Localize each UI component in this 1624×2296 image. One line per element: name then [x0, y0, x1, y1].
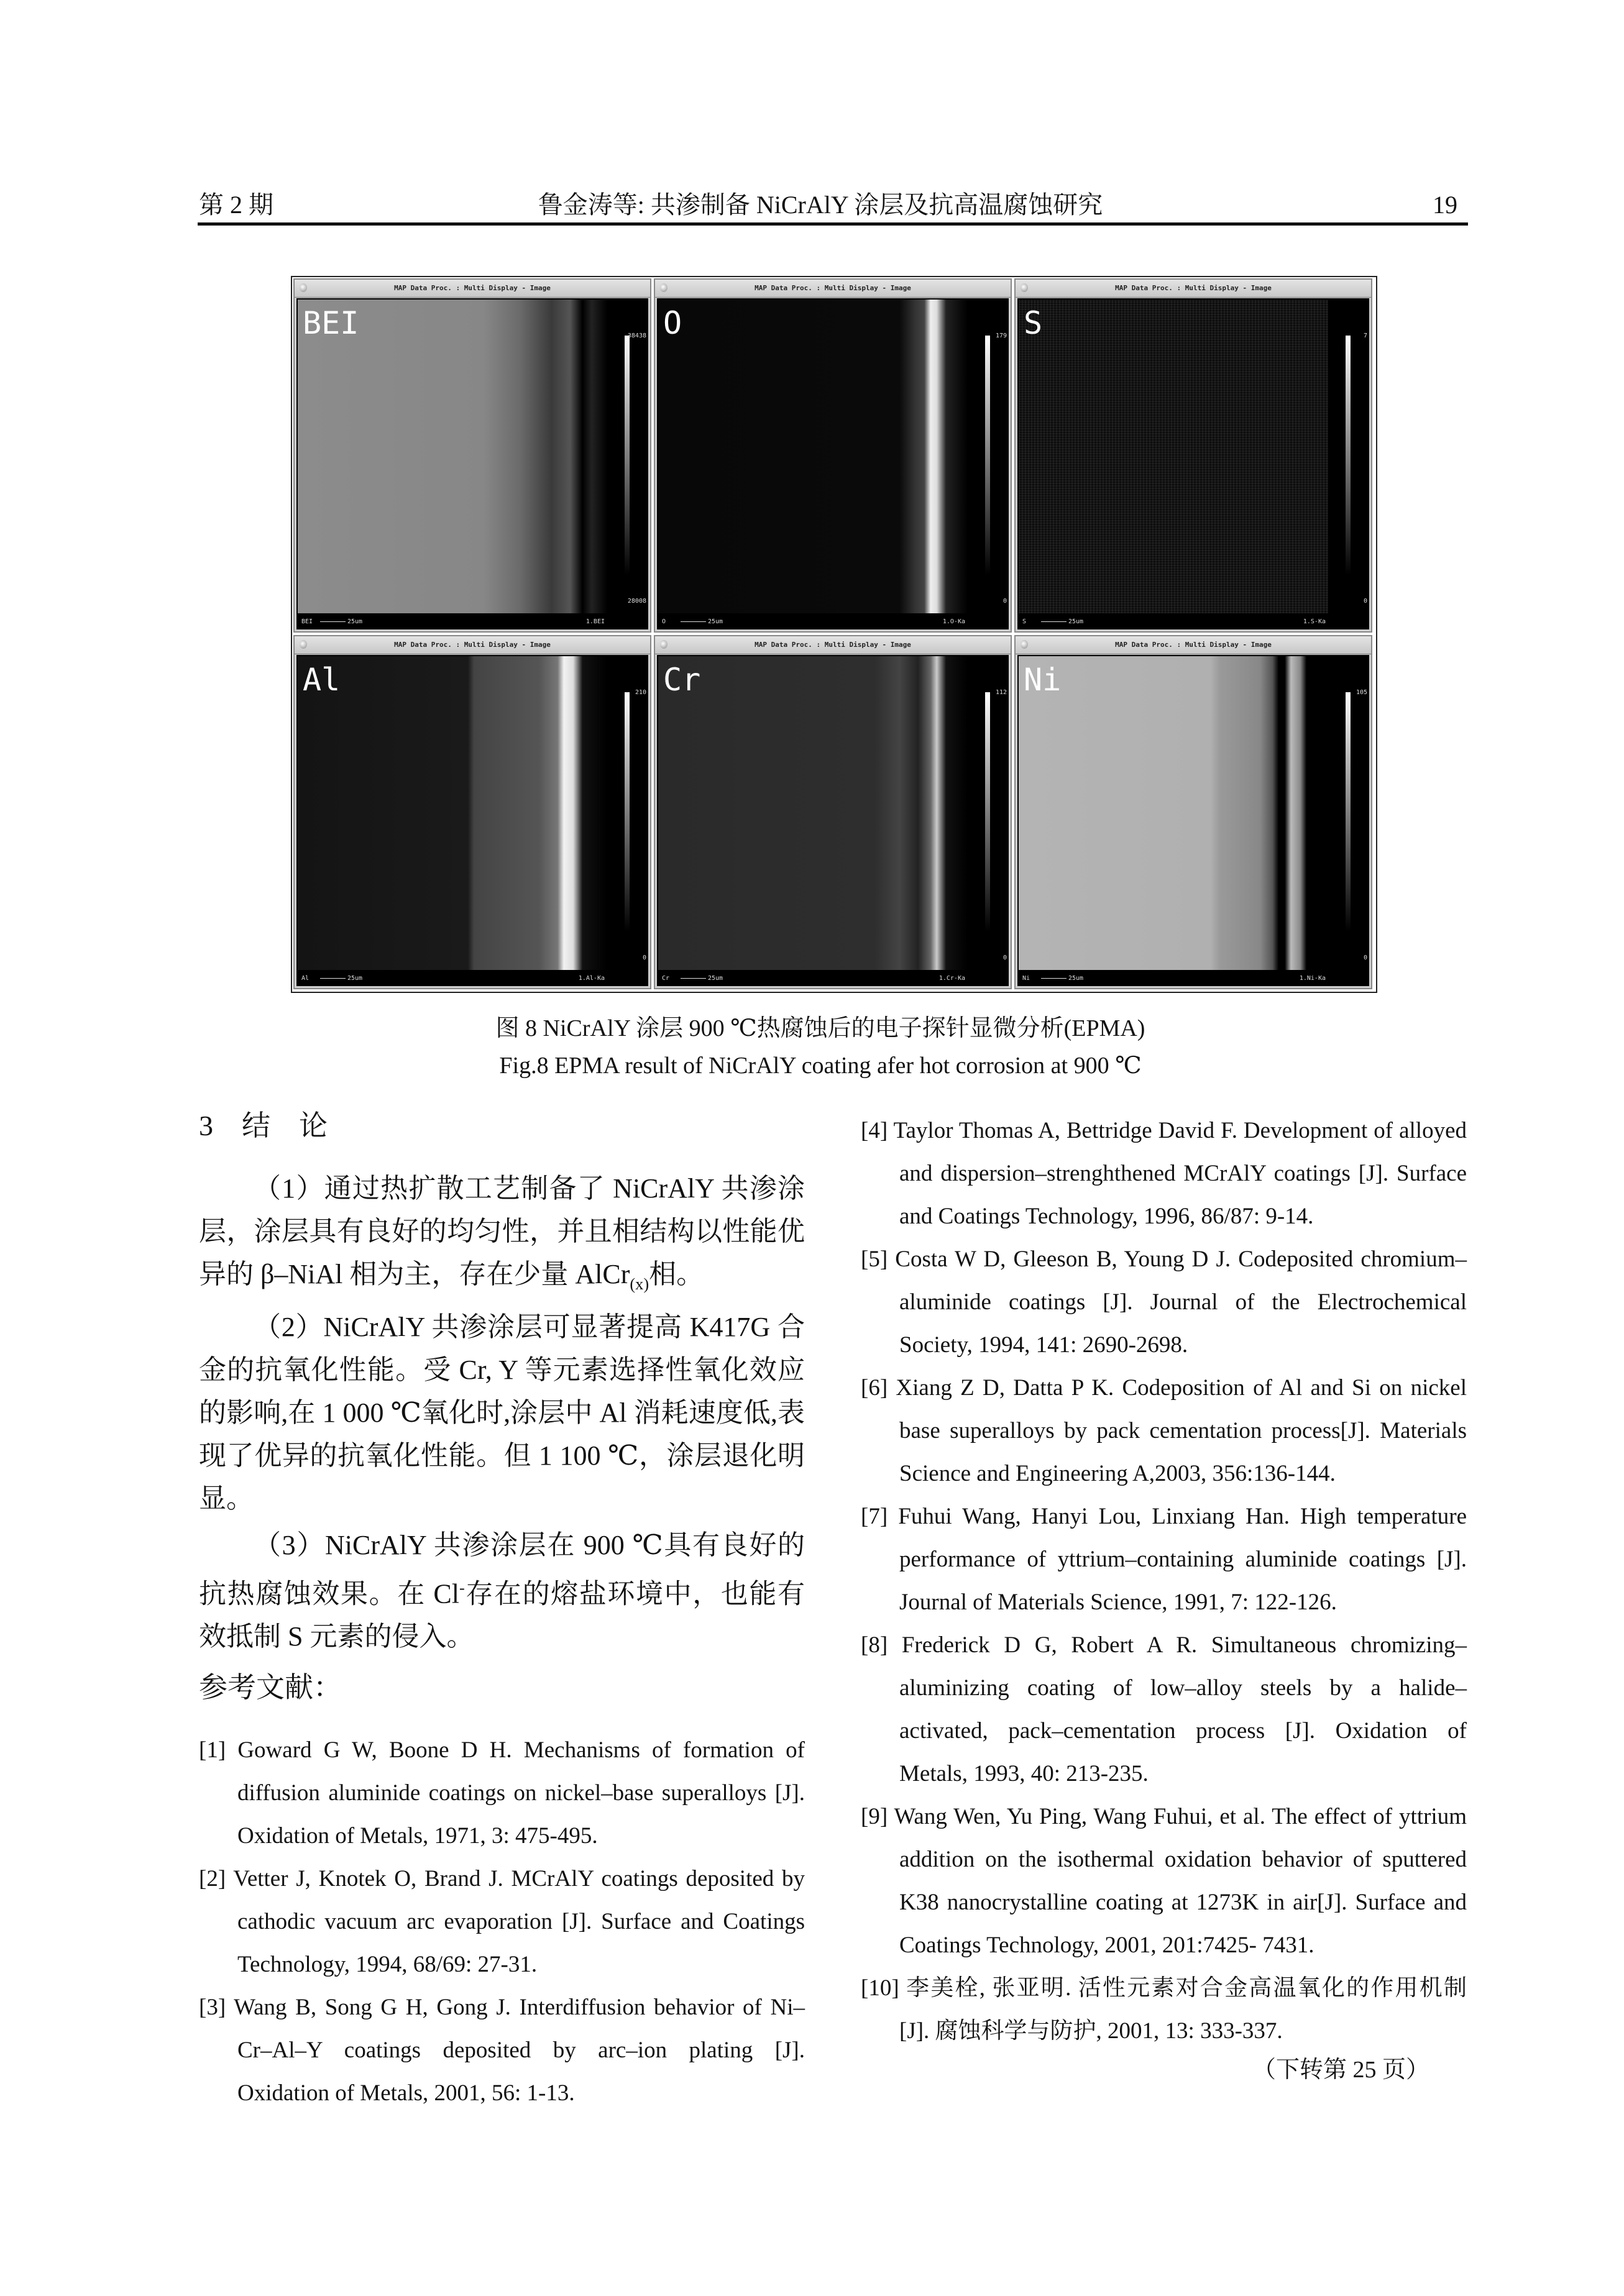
scale-length: 25um: [708, 618, 723, 625]
bei-map-image: [298, 300, 607, 613]
element-name: Ni: [1022, 975, 1030, 982]
window-title-bar: [655, 280, 1011, 298]
reference-list-right: [861, 1109, 1467, 2087]
element-name: Al: [301, 975, 310, 982]
map-label: Al: [303, 662, 341, 698]
map-view: [296, 655, 648, 986]
left-column: [199, 1107, 805, 2115]
epma-panel-o: [654, 278, 1012, 633]
figure-caption-en: Fig.8 EPMA result of NiCrAlY coating afer hot corrosion at 900 ℃: [499, 1053, 1142, 1079]
map-label: Ni: [1024, 662, 1062, 698]
scale-max: 38438: [627, 332, 646, 339]
subscript: (x): [630, 1274, 649, 1293]
reference-item: [2] Vetter J, Knotek O, Brand J. MCrAlY coatings deposited by cathodic vacuum arc evaporation [J]. Surface and Coatings Technology, 1994, 68/69: 27-31.: [199, 1866, 805, 1978]
scale-line: [320, 978, 346, 979]
scale-length: 25um: [708, 975, 723, 982]
window-title: MAP Data Proc. : Multi Display - Image: [755, 641, 911, 649]
scale-line: [1041, 621, 1067, 622]
signal-name: 1.S-Ka: [1303, 618, 1326, 625]
epma-panel-ni: [1014, 635, 1372, 989]
scale-min: 0: [1002, 598, 1007, 605]
map-view: [296, 298, 648, 629]
superscript: -: [459, 1578, 465, 1597]
scale-max: 112: [995, 689, 1007, 696]
epma-panel-al: [293, 635, 651, 989]
conclusion-2: （2）NiCrAlY 共渗涂层可显著提高 K417G 合金的抗氧化性能。受 Cr, Y 等元素选择性氧化效应的影响,在 1 000 ℃氧化时,涂层中 Al 消耗速度低,表现了优异的抗氧化性能。但 1 100 ℃，涂层退化明显。: [199, 1311, 805, 1514]
window-title-bar: [295, 280, 650, 298]
map-view: [657, 655, 1009, 986]
scale-min: 28008: [627, 598, 646, 605]
window-title: MAP Data Proc. : Multi Display - Image: [1115, 641, 1272, 649]
scale-min: 0: [642, 954, 646, 961]
element-name: O: [662, 618, 666, 625]
scale-length: 25um: [347, 975, 363, 982]
map-info-bar: [1017, 615, 1369, 629]
reference-item: [7] Fuhui Wang, Hanyi Lou, Linxiang Han. High temperature performance of yttrium–containing aluminide coatings [J]. Journal of Materials Science, 1991, 7: 122-126.: [861, 1504, 1467, 1615]
color-scale-bar: [985, 692, 990, 931]
window-title: MAP Data Proc. : Multi Display - Image: [1115, 284, 1272, 292]
reference-item: [4] Taylor Thomas A, Bettridge David F. Development of alloyed and dispersion–strenghthened MCrAlY coatings [J]. Surface and Coatings Technology, 1996, 86/87: 9-14.: [861, 1118, 1467, 1229]
figure-caption-cn: 图 8 NiCrAlY 涂层 900 ℃热腐蚀后的电子探针显微分析(EPMA): [495, 1015, 1145, 1041]
references-heading: 参考文献：: [199, 1672, 342, 1704]
window-title: MAP Data Proc. : Multi Display - Image: [394, 641, 551, 649]
section-heading: 3 结 论: [199, 1110, 328, 1141]
map-info-bar: [296, 615, 648, 629]
map-label: S: [1024, 305, 1043, 341]
reference-item: [9] Wang Wen, Yu Ping, Wang Fuhui, et al. The effect of yttrium addition on the isothermal oxidation behavior of sputtered K38 nanocrystalline coating at 1273K in air[J]. Surface and Coatings Technology, 2001, 201:7425- 7431.: [861, 1804, 1467, 1958]
scale-min: 0: [1002, 954, 1007, 961]
header-rule: [198, 222, 1468, 226]
scale-line: [681, 621, 706, 622]
scale-length: 25um: [347, 618, 363, 625]
map-label: O: [663, 305, 682, 341]
scale-min: 0: [1363, 954, 1367, 961]
window-title: MAP Data Proc. : Multi Display - Image: [394, 284, 551, 292]
window-title-bar: [295, 636, 650, 654]
signal-name: 1.Al-Ka: [578, 975, 605, 982]
map-view: [1017, 298, 1369, 629]
window-icon: [1021, 640, 1028, 649]
element-name: Cr: [662, 975, 670, 982]
color-scale-bar: [1346, 692, 1351, 931]
conclusion-1-text: （1）通过热扩散工艺制备了 NiCrAlY 共渗涂层，涂层具有良好的均匀性，并且相结构以性能优异的 β–NiAl 相为主，存在少量 AlCr: [199, 1173, 805, 1289]
al-map-image: [298, 656, 607, 970]
epma-figure: [291, 276, 1377, 993]
scale-length: 25um: [1068, 975, 1084, 982]
color-scale-bar: [985, 336, 990, 575]
reference-item: [5] Costa W D, Gleeson B, Young D J. Codeposited chromium–aluminide coatings [J]. Journal of the Electrochemical Society, 1994, 141: 2690-2698.: [861, 1246, 1467, 1358]
scale-max: 7: [1363, 332, 1367, 339]
window-icon: [300, 640, 307, 649]
map-info-bar: [657, 615, 1009, 629]
ni-map-image: [1019, 656, 1328, 970]
page-number: 19: [1433, 191, 1457, 219]
conclusion-1: [199, 1167, 805, 1306]
conclusion-1-end: 相。: [649, 1259, 704, 1289]
element-name: S: [1022, 618, 1027, 625]
color-scale-bar: [625, 336, 630, 575]
element-name: BEI: [301, 618, 313, 625]
map-info-bar: [1017, 971, 1369, 986]
issue-number: 第 2 期: [199, 191, 273, 219]
map-label: BEI: [303, 305, 359, 341]
o-map-image: [658, 300, 968, 613]
s-map-image: [1019, 300, 1328, 613]
conclusion-3-text: （3）NiCrAlY 共渗涂层在 900 ℃具有良好的抗热腐蚀效果。在 Cl: [199, 1529, 805, 1609]
reference-item: [1] Goward G W, Boone D H. Mechanisms of formation of diffusion aluminide coatings on nickel–base superalloys [J]. Oxidation of Metals, 1971, 3: 475-495.: [199, 1737, 805, 1849]
scale-line: [1041, 978, 1067, 979]
signal-name: 1.Ni-Ka: [1299, 975, 1326, 982]
map-info-bar: [657, 971, 1009, 986]
conclusion-3-end: 存在的熔盐环境中，也能有效抵制 S 元素的侵入。: [199, 1578, 805, 1652]
map-info-bar: [296, 971, 648, 986]
map-label: Cr: [663, 662, 701, 698]
scale-length: 25um: [1068, 618, 1084, 625]
signal-name: 1.BEI: [585, 618, 605, 625]
epma-panel-cr: [654, 635, 1012, 989]
scale-line: [320, 621, 346, 622]
window-icon: [1021, 283, 1028, 292]
color-scale-bar: [1346, 336, 1351, 575]
scale-max: 179: [995, 332, 1007, 339]
reference-item: [8] Frederick D G, Robert A R. Simultaneous chromizing–aluminizing coating of low–alloy steels by a halide–activated, pack–cementation process [J]. Oxidation of Metals, 1993, 40: 213-235.: [861, 1632, 1467, 1786]
window-icon: [660, 283, 667, 292]
map-view: [657, 298, 1009, 629]
window-icon: [300, 283, 307, 292]
map-view: [1017, 655, 1369, 986]
epma-panel-bei: [293, 278, 651, 633]
cr-map-image: [658, 656, 968, 970]
scale-min: 0: [1363, 598, 1367, 605]
epma-panel-s: [1014, 278, 1372, 633]
window-icon: [660, 640, 667, 649]
window-title-bar: [655, 636, 1011, 654]
continued-note: （下转第 25 页）: [1252, 2057, 1429, 2083]
reference-item: [3] Wang B, Song G H, Gong J. Interdiffusion behavior of Ni–Cr–Al–Y coatings deposited by arc–ion plating [J]. Oxidation of Metals, 2001, 56: 1-13.: [199, 1995, 805, 2106]
running-title: 鲁金涛等: 共渗制备 NiCrAlY 涂层及抗高温腐蚀研究: [538, 191, 1103, 219]
conclusion-3: [199, 1524, 805, 1658]
scale-max: 105: [1356, 689, 1367, 696]
reference-item: [6] Xiang Z D, Datta P K. Codeposition of Al and Si on nickel base superalloys by pack cementation process[J]. Materials Science and Engineering A,2003, 356:136-144.: [861, 1375, 1467, 1486]
window-title-bar: [1016, 280, 1371, 298]
signal-name: 1.O-Ka: [942, 618, 965, 625]
reference-list-left: [199, 1729, 805, 2115]
window-title: MAP Data Proc. : Multi Display - Image: [755, 284, 911, 292]
color-scale-bar: [625, 692, 630, 931]
signal-name: 1.Cr-Ka: [938, 975, 965, 982]
scale-line: [681, 978, 706, 979]
window-title-bar: [1016, 636, 1371, 654]
scale-max: 210: [635, 689, 646, 696]
reference-item: [10] 李美栓, 张亚明. 活性元素对合金高温氧化的作用机制 [J]. 腐蚀科学与防护, 2001, 13: 333-337.: [861, 1975, 1467, 2044]
